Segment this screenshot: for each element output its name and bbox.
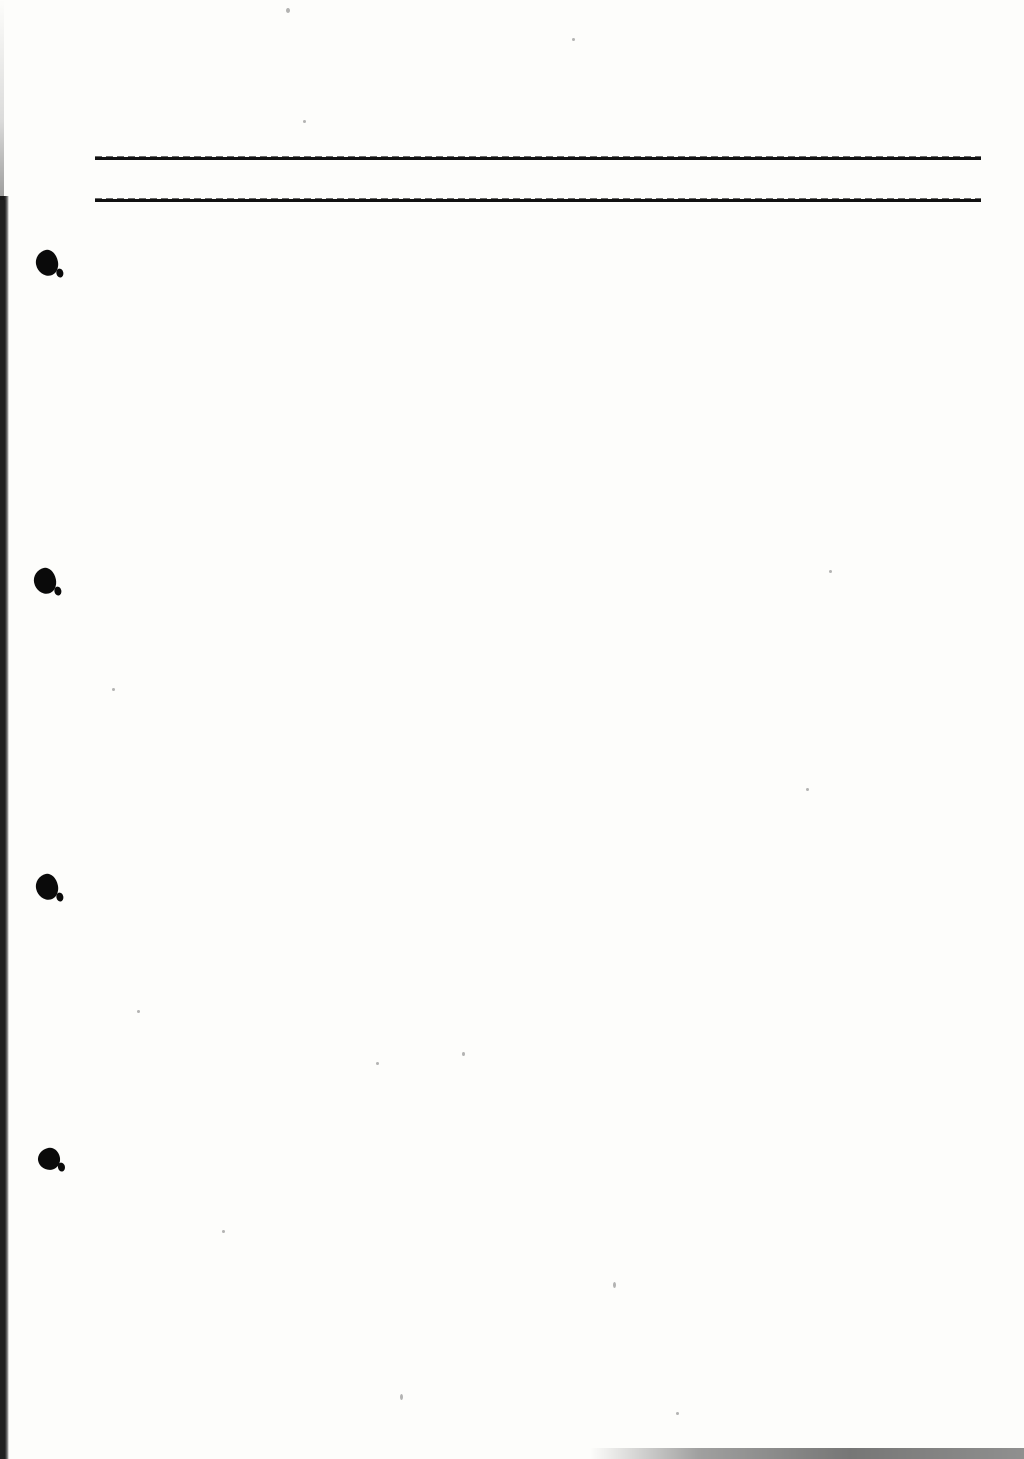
margin-ink-blob	[36, 1146, 62, 1172]
table-rule-bottom	[95, 199, 981, 202]
scan-edge-artifact	[0, 196, 9, 1459]
margin-ink-blob	[34, 872, 61, 902]
scan-speck	[572, 38, 575, 41]
scan-speck	[222, 1230, 225, 1233]
scan-speck	[112, 688, 115, 691]
scan-edge-artifact-top	[0, 0, 4, 200]
scan-speck	[400, 1394, 403, 1400]
scan-speck	[303, 120, 306, 123]
scan-speck	[286, 8, 290, 13]
margin-ink-blob	[32, 566, 59, 596]
scan-speck	[462, 1052, 465, 1056]
scan-speck	[676, 1412, 679, 1415]
scan-speck	[613, 1282, 616, 1288]
margin-ink-blob	[34, 248, 61, 278]
scan-speck	[376, 1062, 379, 1065]
scan-speck	[137, 1010, 140, 1013]
table-rule-top	[95, 157, 981, 160]
scan-speck	[806, 788, 809, 791]
scan-smudge-artifact	[590, 1448, 1024, 1459]
scan-speck	[829, 570, 832, 573]
